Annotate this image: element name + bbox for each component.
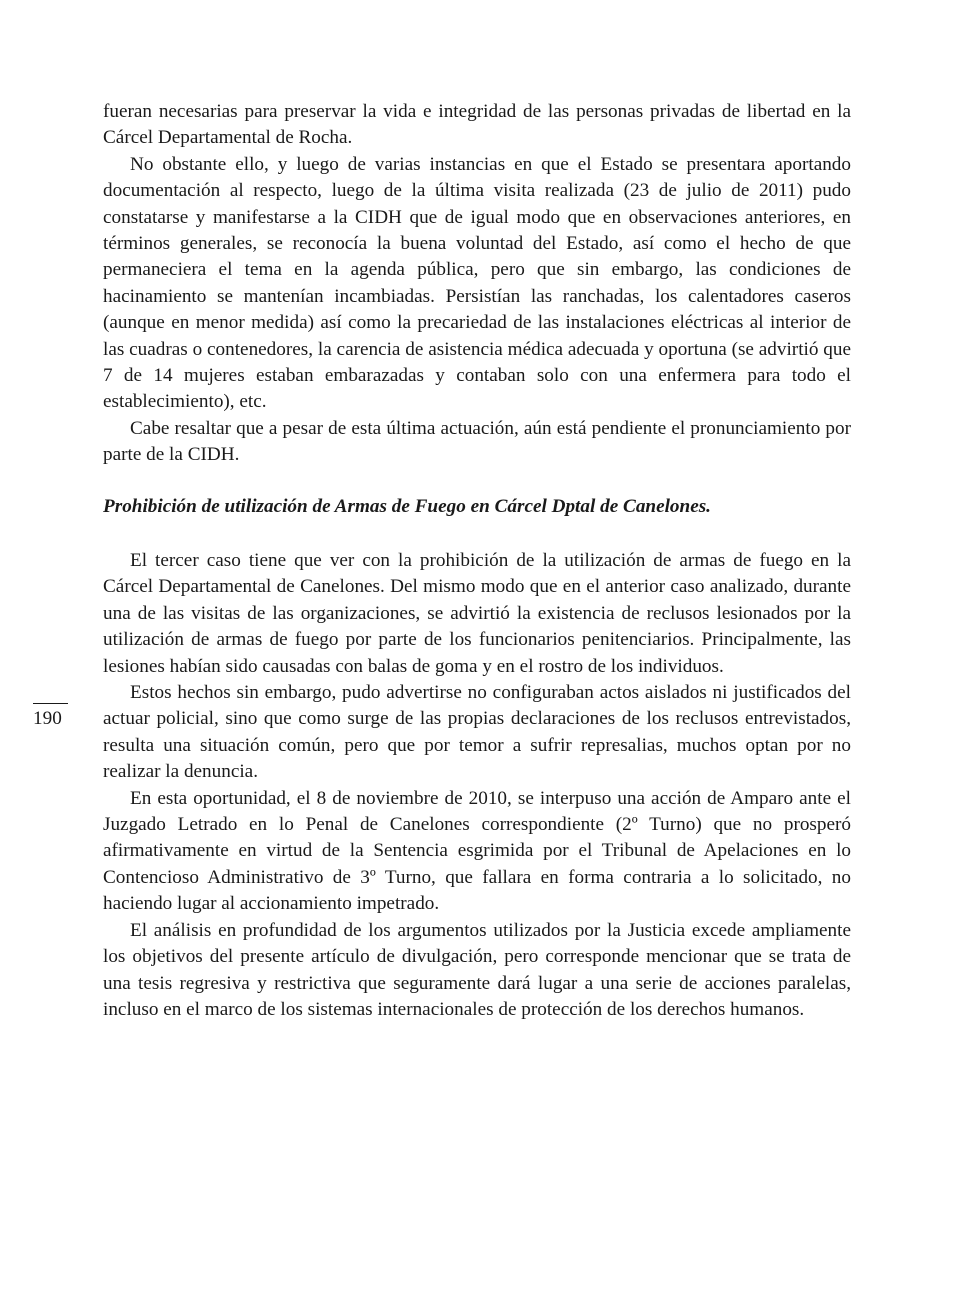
paragraph-amparo-action: En esta oportunidad, el 8 de noviembre de 2010, se interpuso una acción de Amparo ante el Juzgado Letrado en lo Penal de Canelones correspondiente (2º Turno) que no prosperó afirmativamente en virtud de la Sentencia esgrimida por el Tribunal de Apelaciones en lo Contencioso Administrativo de 3º Turno, que fallara en forma contraria a lo solicitado, no haciendo lugar al accionamiento impetrado. bbox=[103, 787, 851, 915]
paragraph-cidh-pending: Cabe resaltar que a pesar de esta última actuación, aún está pendiente el pronunciamiento por parte de la CIDH. bbox=[103, 417, 851, 466]
paragraph-cidh-visit: No obstante ello, y luego de varias instancias en que el Estado se presentara aportando documentación al respecto, luego de la última visita realizada (23 de julio de 2011) pudo constatarse y manifestarse a la CIDH que de igual modo que en observaciones anteriores, en términos generales, se reconocía la buena voluntad del Estado, así como el hecho de que permaneciera el tema en la agenda pública, pero que sin embargo, las condiciones de hacinamiento se mantenían incambiadas. Persistían las ranchadas, los calentadores caseros (aunque en menor medida) así como la precariedad de las instalaciones eléctricas al interior de las cuadras o contenedores, la carencia de asistencia médica adecuada y oportuna (se advirtió que 7 de 14 mujeres estaban embarazadas y contaban solo con una enfermera para todo el establecimiento), etc. bbox=[103, 153, 851, 413]
bottom-text-block bbox=[103, 548, 851, 1023]
section-heading: Prohibición de utilización de Armas de Fuego en Cárcel Dptal de Canelones. bbox=[103, 496, 711, 517]
paragraph-not-isolated: Estos hechos sin embargo, pudo advertirse no configuraban actos aislados ni justificados del actuar policial, sino que como surge de las propias declaraciones de los reclusos entrevistados, resulta una situación común, pero que por temor a sufrir represalias, muchos optan por no realizar la denuncia. bbox=[103, 682, 851, 783]
paragraph-analysis: El análisis en profundidad de los argumentos utilizados por la Justicia excede ampliamente los objetivos del presente artículo de divulgación, pero corresponde mencionar que se trata de una tesis regresiva y restrictiva que seguramente dará lugar a una serie de acciones paralelas, incluso en el marco de los sistemas internacionales de protección de los derechos humanos. bbox=[103, 919, 851, 1020]
top-text-block bbox=[103, 99, 851, 469]
paragraph-third-case: El tercer caso tiene que ver con la prohibición de la utilización de armas de fuego en la Cárcel Departamental de Canelones. Del mismo modo que en el anterior caso analizado, durante una de las visitas de las organizaciones, se advirtió la existencia de reclusos lesionados por la utilización de armas de fuego por parte de los funcionarios penitenciarios. Principalmente, las lesiones habían sido causadas con balas de goma y en el rostro de los individuos. bbox=[103, 550, 851, 677]
paragraph-continuation: fueran necesarias para preservar la vida e integridad de las personas privadas de libertad en la Cárcel Departamental de Rocha. bbox=[103, 101, 851, 149]
page-number: 190 bbox=[33, 708, 62, 729]
page-number-rule bbox=[33, 703, 68, 704]
